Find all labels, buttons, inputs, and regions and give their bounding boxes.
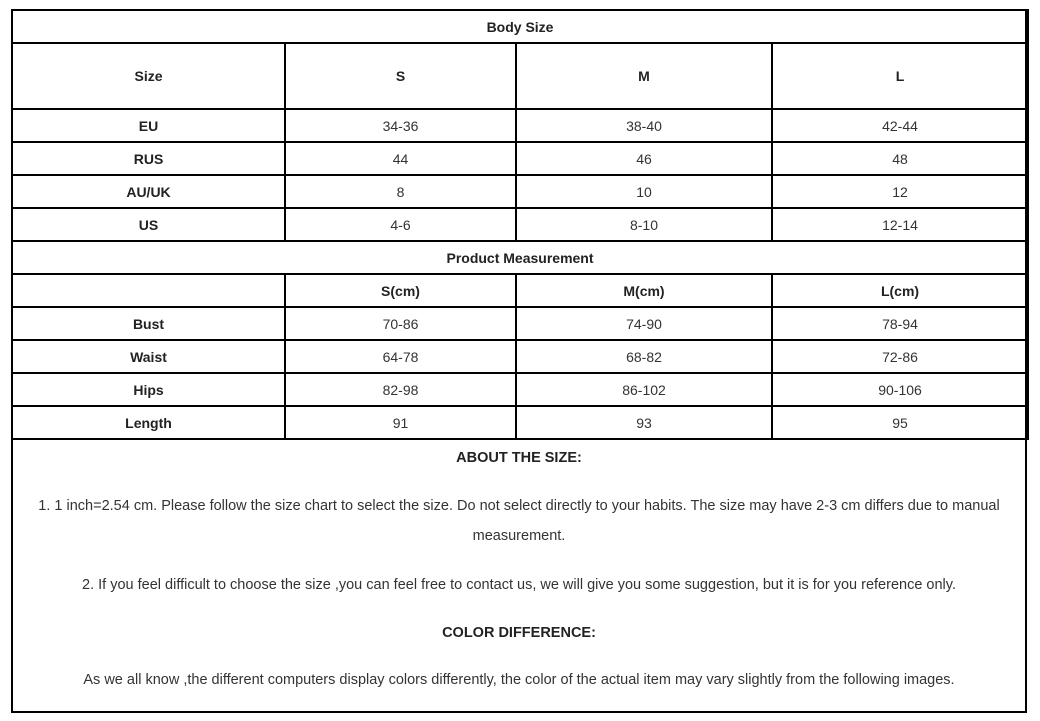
measurement-header-l: L(cm) xyxy=(772,274,1028,307)
row-label-au-uk: AU/UK xyxy=(12,175,285,208)
table-cell: 38-40 xyxy=(516,109,772,142)
size-header-label: Size xyxy=(12,43,285,109)
color-difference-text: As we all know ,the different computers display colors differently, the color of the actual item may vary slightly from the following images. xyxy=(83,672,955,688)
table-cell: 42-44 xyxy=(772,109,1028,142)
body-size-title: Body Size xyxy=(12,10,1028,43)
size-chart-table xyxy=(11,9,1029,440)
table-row xyxy=(12,109,1028,142)
table-row xyxy=(12,307,1028,340)
table-cell: 68-82 xyxy=(516,340,772,373)
table-cell: 72-86 xyxy=(772,340,1028,373)
table-cell: 82-98 xyxy=(285,373,516,406)
size-header-l: L xyxy=(772,43,1028,109)
table-cell: 4-6 xyxy=(285,208,516,241)
table-cell: 12 xyxy=(772,175,1028,208)
row-label-rus: RUS xyxy=(12,142,285,175)
table-cell: 64-78 xyxy=(285,340,516,373)
table-cell: 12-14 xyxy=(772,208,1028,241)
note-2: 2. If you feel difficult to choose the size ,you can feel free to contact us, we will give you some suggestion, but it is for you reference only. xyxy=(82,577,956,593)
row-label-bust: Bust xyxy=(12,307,285,340)
product-measurement-title: Product Measurement xyxy=(12,241,1028,274)
product-measurement-title-row xyxy=(12,241,1028,274)
product-measurement-header-row xyxy=(12,274,1028,307)
measurement-header-m: M(cm) xyxy=(516,274,772,307)
note-1-line-1: 1. 1 inch=2.54 cm. Please follow the size chart to select the size. Do not select directly to your habits. The size may have 2-3 cm differs due to manual xyxy=(38,498,1000,514)
table-row xyxy=(12,142,1028,175)
row-label-waist: Waist xyxy=(12,340,285,373)
body-size-title-row xyxy=(12,10,1028,43)
table-cell: 86-102 xyxy=(516,373,772,406)
table-row xyxy=(12,340,1028,373)
table-cell: 34-36 xyxy=(285,109,516,142)
measurement-header-s: S(cm) xyxy=(285,274,516,307)
table-row xyxy=(12,208,1028,241)
row-label-hips: Hips xyxy=(12,373,285,406)
body-size-header-row xyxy=(12,43,1028,109)
table-row xyxy=(12,175,1028,208)
size-header-s: S xyxy=(285,43,516,109)
color-difference-heading: COLOR DIFFERENCE: xyxy=(442,625,596,641)
table-row xyxy=(12,373,1028,406)
size-header-m: M xyxy=(516,43,772,109)
table-cell: 46 xyxy=(516,142,772,175)
table-cell: 93 xyxy=(516,406,772,439)
size-notes xyxy=(13,440,1025,695)
table-cell: 48 xyxy=(772,142,1028,175)
row-label-eu: EU xyxy=(12,109,285,142)
row-label-length: Length xyxy=(12,406,285,439)
table-cell: 74-90 xyxy=(516,307,772,340)
table-cell: 8-10 xyxy=(516,208,772,241)
table-cell: 78-94 xyxy=(772,307,1028,340)
table-row xyxy=(12,406,1028,439)
table-cell: 90-106 xyxy=(772,373,1028,406)
table-cell: 10 xyxy=(516,175,772,208)
note-1-line-2: measurement. xyxy=(472,528,566,544)
measurement-header-label xyxy=(12,274,285,307)
table-cell: 95 xyxy=(772,406,1028,439)
table-cell: 8 xyxy=(285,175,516,208)
table-cell: 91 xyxy=(285,406,516,439)
about-size-heading: ABOUT THE SIZE: xyxy=(456,450,582,466)
table-cell: 70-86 xyxy=(285,307,516,340)
table-cell: 44 xyxy=(285,142,516,175)
row-label-us: US xyxy=(12,208,285,241)
